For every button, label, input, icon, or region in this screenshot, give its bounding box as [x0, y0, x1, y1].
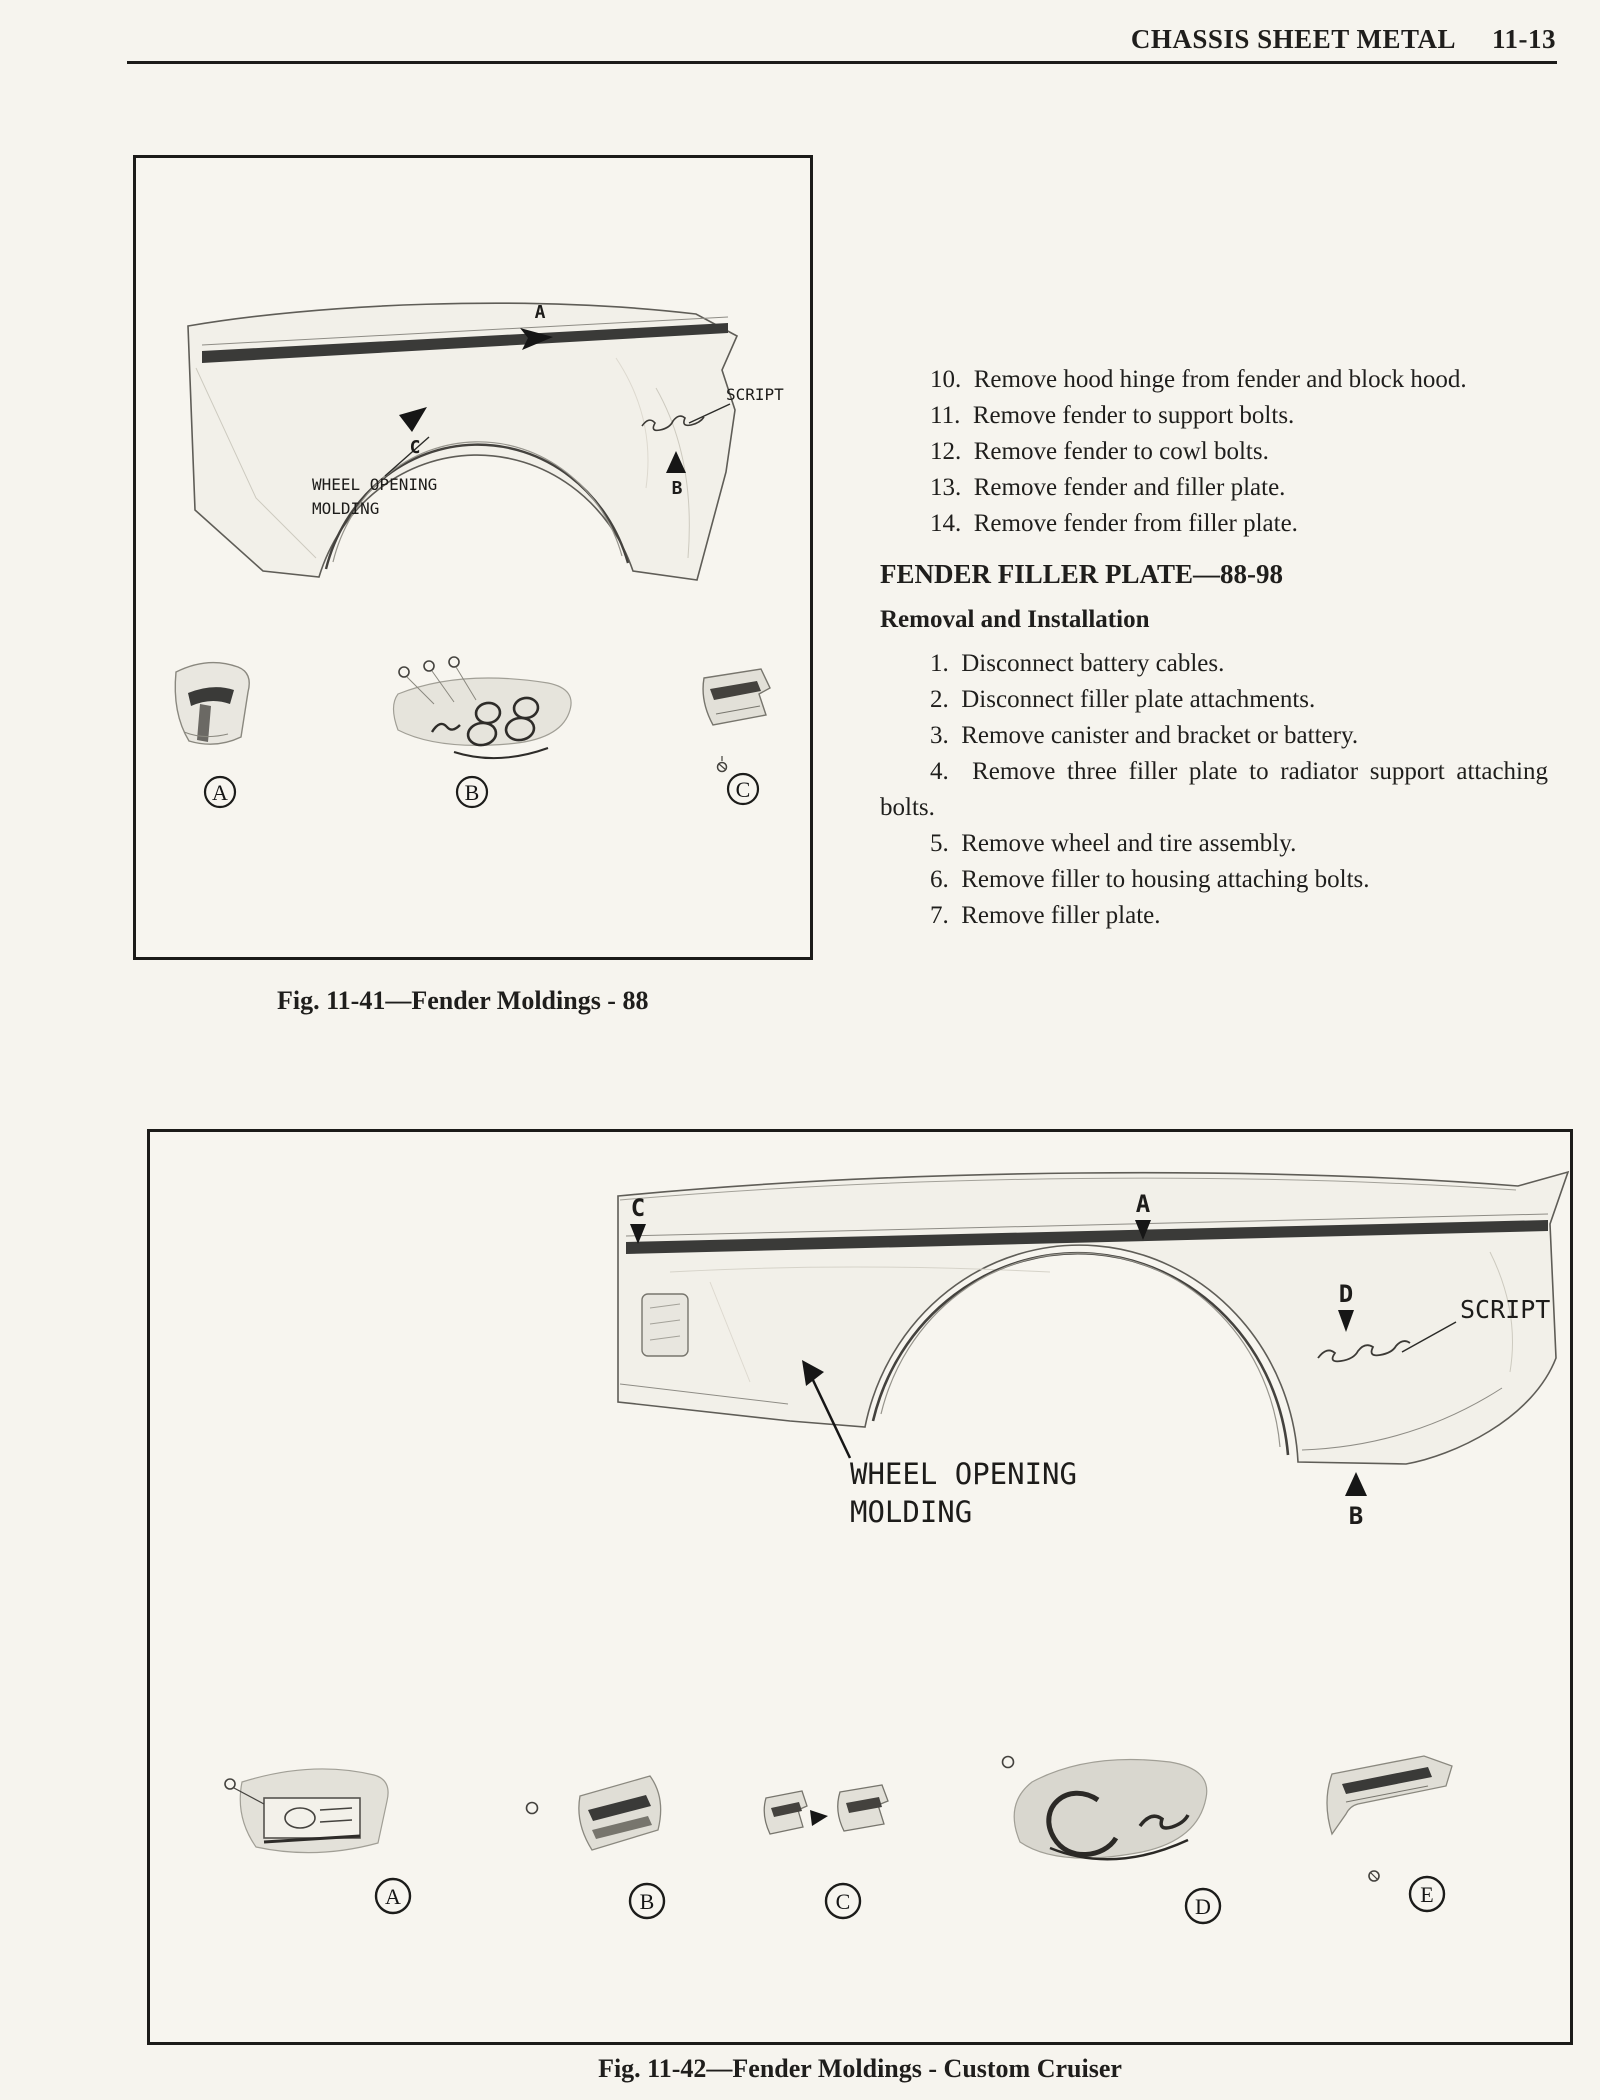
script-label: SCRIPT	[726, 385, 784, 404]
callout-c	[728, 774, 758, 804]
callout-c-letter: C	[735, 777, 751, 802]
step-5: 5. Remove wheel and tire assembly.	[930, 830, 1297, 857]
callout-a-letter: A	[385, 1884, 401, 1909]
part-a-drawing	[175, 663, 249, 745]
arrow-a-label: A	[1135, 1190, 1151, 1218]
wheel-opening-label-line1: WHEEL OPENING	[312, 475, 438, 494]
fig-11-42-parts-row	[225, 1756, 1452, 1923]
figure-11-41	[133, 155, 813, 960]
figure-11-41-caption: Fig. 11-41—Fender Moldings - 88	[277, 986, 649, 1015]
wheel-opening-label-line2: MOLDING	[312, 499, 380, 518]
script-label: SCRIPT	[1460, 1295, 1551, 1324]
callout-c-letter: C	[835, 1889, 851, 1914]
header-rule	[127, 61, 1557, 64]
wheel-opening-label-line1: WHEEL OPENING	[850, 1457, 1077, 1491]
callout-e	[1410, 1877, 1444, 1911]
wheel-opening-label-line2: MOLDING	[850, 1495, 973, 1529]
arrow-a-label: A	[534, 302, 546, 323]
callout-a-letter: A	[212, 780, 228, 805]
figure-11-42	[147, 1129, 1573, 2045]
arrow-b-label: B	[1348, 1502, 1364, 1530]
chapter-title: CHASSIS SHEET METAL	[1130, 24, 1456, 54]
arrow-c-label: C	[630, 1194, 646, 1222]
part-b-drawing	[394, 657, 572, 758]
step-7: 7. Remove filler plate.	[930, 902, 1161, 929]
fig-11-41-drawing	[136, 158, 810, 957]
step-14: 14. Remove fender from filler plate.	[930, 510, 1298, 537]
arrow-b-label: B	[671, 478, 683, 499]
step-11: 11. Remove fender to support bolts.	[930, 402, 1295, 429]
filler-plate-steps	[880, 646, 1555, 934]
callout-b-letter: B	[639, 1889, 655, 1914]
callout-d-letter: D	[1195, 1894, 1211, 1919]
procedure-column	[880, 362, 1555, 934]
part-d-drawing	[1003, 1757, 1207, 1860]
callout-b	[630, 1884, 664, 1918]
arrow-d-label: D	[1338, 1280, 1354, 1308]
page-header	[1131, 24, 1556, 55]
part-a-drawing	[225, 1769, 388, 1853]
step-4: 4. Remove three filler plate to radiator support attaching bolts.	[880, 758, 1555, 821]
callout-d	[1186, 1889, 1220, 1923]
step-6: 6. Remove filler to housing attaching bolts.	[930, 866, 1370, 893]
callout-b-letter: B	[464, 780, 480, 805]
part-c-drawing	[764, 1785, 888, 1834]
step-13: 13. Remove fender and filler plate.	[930, 474, 1286, 501]
clip-arrow-icon	[810, 1810, 828, 1826]
fig-11-41-parts-row	[175, 657, 770, 807]
step-12: 12. Remove fender to cowl bolts.	[930, 438, 1269, 465]
fender-outline	[618, 1172, 1568, 1464]
step-3: 3. Remove canister and bracket or battery.	[930, 722, 1359, 749]
step-10: 10. Remove hood hinge from fender and block hood.	[930, 366, 1467, 393]
page-number: 11-13	[1491, 24, 1556, 54]
part-b-drawing	[527, 1776, 661, 1850]
callout-a	[376, 1879, 410, 1913]
arrow-b-icon	[1345, 1472, 1367, 1496]
part-c-drawing	[703, 669, 770, 772]
figure-11-42-caption: Fig. 11-42—Fender Moldings - Custom Cruiser	[598, 2054, 1122, 2083]
step-1: 1. Disconnect battery cables.	[930, 650, 1225, 677]
callout-b	[457, 777, 487, 807]
callout-c	[826, 1884, 860, 1918]
part-e-drawing	[1327, 1756, 1452, 1881]
subsection-heading: Removal and Installation	[880, 606, 1150, 633]
fender-side-panel	[642, 1294, 688, 1356]
arrow-c-label: C	[409, 437, 421, 458]
fig-11-42-drawing	[150, 1132, 1570, 2042]
callout-a	[205, 777, 235, 807]
callout-e-letter: E	[1420, 1882, 1434, 1907]
section-heading: FENDER FILLER PLATE—88-98	[880, 559, 1284, 589]
step-2: 2. Disconnect filler plate attachments.	[930, 686, 1316, 713]
